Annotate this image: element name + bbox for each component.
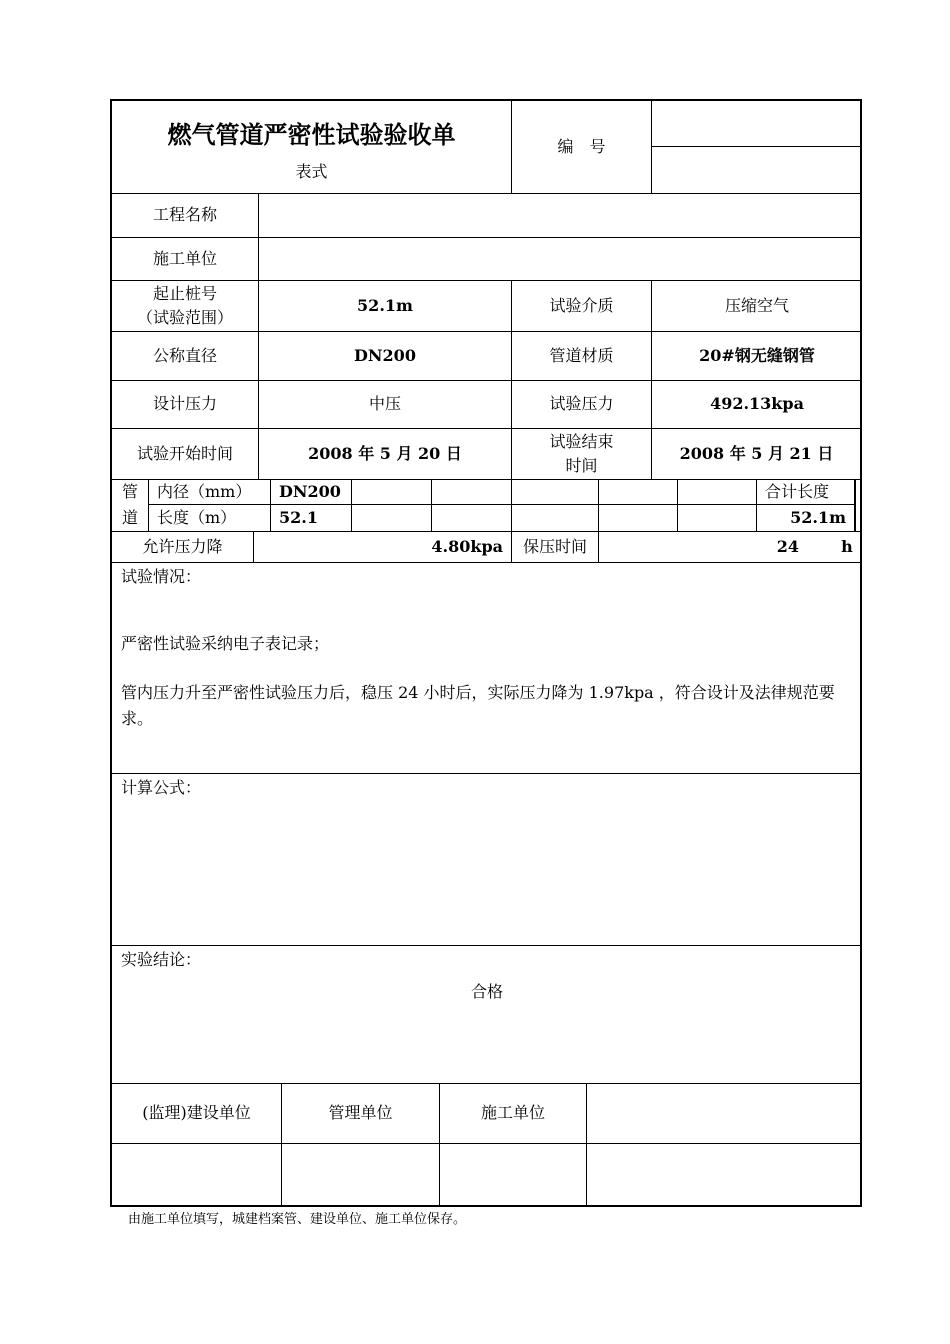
footer-note: 由施工单位填写，城建档案管、建设单位、施工单位保存。: [128, 1212, 467, 1227]
acceptance-form: [110, 99, 862, 1207]
test-pressure-label: 试验压力: [549, 394, 614, 413]
diameter-value: DN200: [354, 345, 416, 365]
test-pressure-value: 492.13kpa: [710, 394, 804, 413]
material-label: 管道材质: [549, 345, 614, 365]
end-time-value: 2008 年 5 月 21 日: [679, 443, 834, 463]
test-situation-label: 试验情况：: [121, 567, 202, 586]
supervisor-unit-label: (监理)建设单位: [142, 1103, 251, 1122]
formula-label: 计算公式：: [121, 778, 202, 797]
construction-unit-label: 施工单位: [480, 1103, 545, 1122]
range-label: 起止桩号 （试验范围）: [136, 283, 233, 327]
project-name-label: 工程名称: [152, 205, 217, 224]
contractor-label: 施工单位: [152, 248, 217, 268]
design-pressure-label: 设计压力: [152, 394, 217, 413]
medium-value: 压缩空气: [724, 295, 789, 315]
test-situation-line2: 管内压力升至严密性试验压力后，稳压 24 小时后，实际压力降为 1.97kpa ，符合设计及法律规范要求。: [121, 683, 835, 728]
conclusion-value: 合格: [470, 982, 503, 1001]
number-label: 编 号: [557, 137, 606, 156]
start-time-value: 2008 年 5 月 20 日: [308, 443, 462, 463]
material-value: 20#钢无缝钢管: [699, 345, 815, 365]
test-situation-line1: 严密性试验采纳电子表记录；: [121, 634, 330, 653]
form-subtitle: 表式: [295, 162, 328, 181]
inner-diameter-value: DN200: [279, 481, 341, 501]
design-pressure-value: 中压: [368, 394, 401, 413]
pipe-side-label: 管 道: [121, 482, 138, 527]
end-time-label: 试验结束 时间: [549, 431, 614, 475]
medium-label: 试验介质: [549, 295, 614, 315]
length-value: 52.1: [279, 507, 318, 527]
hold-time-value: 24: [776, 536, 799, 556]
inner-diameter-label: 内径（mm）: [157, 481, 252, 501]
management-unit-label: 管理单位: [328, 1103, 393, 1122]
start-time-label: 试验开始时间: [136, 443, 233, 463]
pressure-drop-value: 4.80kpa: [431, 536, 503, 556]
length-label: 长度（m）: [157, 507, 237, 527]
hold-time-unit: h: [841, 536, 853, 556]
total-length-value: 52.1m: [790, 507, 846, 527]
conclusion-label: 实验结论：: [121, 950, 202, 969]
range-value: 52.1m: [357, 295, 413, 315]
hold-time-label: 保压时间: [522, 536, 587, 556]
number-value: [652, 101, 862, 146]
diameter-label: 公称直径: [152, 345, 217, 365]
form-title: 燃气管道严密性试验验收单: [167, 120, 456, 149]
total-length-label: 合计长度: [765, 481, 830, 501]
pressure-drop-label: 允许压力降: [142, 536, 223, 556]
